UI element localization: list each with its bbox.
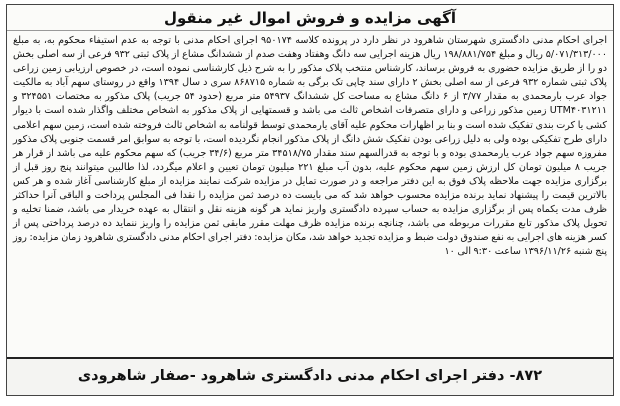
auction-notice xyxy=(6,4,614,396)
notice-footer: ۸۷۲- دفتر اجرای احکام مدنی دادگستری شاهرود -صفار شاهرودی xyxy=(7,357,613,395)
notice-body: اجرای احکام مدنی دادگستری شهرستان شاهرود در نظر دارد در پرونده کلاسه ۹۵۰۱۷۴ اجرای احکام مدنی با توجه به عدم استیفاء محکوم به، به مبلغ ۵/۰۷۱/۳۱۳/۰۰۰ ریال و مبلغ ۱۹۸/۸۸۱/۷۵۴ ریال هزینه اجرایی سه دانگ وهفتاد وهفت صدم از ششدانگ مشاع از پلاک ثبتی ۹۳۲ فرعی از سه اصلی بخش دو را از طریق مزایده حضوری به فروش برساند، کارشناس منتخب پلاک مذکور را به شرح ذیل کارشناسی نموده است، در خصوص ارزیابی زمین زراعی پلاک ثبتی شماره ۹۳۲ فرعی از سه اصلی بخش ۲ دارای سند چاپی تک برگی به شماره ۸۶۸۷۱۵ سری د سال ۱۳۹۴ واقع در روستای سهم آباد به مالکیت جواد عرب بارمحمدی به مقدار ۳/۷۷ از ۶ دانگ مشاع به مساحت کل ششدانگ ۵۴۹۳۷ متر مربع (حدود ۵۴ جریب) پلاک مذکور به مختصات ۳۲۴۵۵۱ و UTM۴۰۳۱۲۱۱ زمین مذکور زراعی و دارای متصرفات اشخاص ثالث می باشد و قسمتهایی از پلاک مذکور به اشخاص مختلف واگذار شده است با دیوار کشی یا کرت بندی تفکیک شده است و بنا بر اظهارات محکوم علیه آقای یارمحمدی توسط قولنامه به اشخاص ثالث فروخته شده است، زمین سهم اعلامی دارای طرح تفکیکی بوده ولی به دلیل زراعی بودن تفکیک شش دانگ از پلاک مذکور انجام نگردیده است، با توجه به سوابق امر قسمت جنوبی پلاک مذکور مفروزه سهم جواد عرب یارمحمدی بوده و با توجه به قدرالسهم سند مقدار ۳۴۵۱۸/۷۵ متر مربع (۳۴/۶ جریب) که سهم محکوم علیه می باشد از قرار هر جریب ۸ میلیون تومان کل ارزش زمین سهم محکوم علیه، بدون آب مبلغ ۲۲۱ میلیون تومان تعیین و اعلام میگردد، لذا طالبین میتوانند پنج روز قبل از برگزاری مزایده جهت ملاحظه پلاک فوق به این دفتر مراجعه و در صورت تمایل در مزایده شرکت نمایند مزایده از مبلغ کارشناسی آغاز شده و هر کس بالاترین قیمت را پیشنهاد نماید برنده مزایده محسوب خواهد شد که می بایست ده درصد ثمن مزایده را نقدا فی المجلس پرداخت و الباقی آنرا حداکثر ظرف مدت یکماه پس از برگزاری مزایده به حساب سپرده دادگستری واریز نماید هر گونه هزینه نقل و انتقال به عهده خریدار می باشد، ضمنا تخلیه و تحویل پلاک مذکور تابع مقررات مربوطه می باشد، چنانچه برنده مزایده ظرف مهلت مقرر مابقی ثمن مزایده را واریز ننماید ده درصد پرداختی پس از کسر هزینه های اجرایی به نفع صندوق دولت ضبط و مزایده تجدید خواهد شد، مکان مزایده: دفتر اجرای احکام مدنی دادگستری شاهرود زمان مزایده: روز پنج شنبه ۱۳۹۶/۱۱/۲۶ ساعت ۹:۳۰ الی ۱۰ xyxy=(13,35,607,258)
notice-title: آگهی مزایده و فروش اموال غیر منقول xyxy=(7,5,613,31)
